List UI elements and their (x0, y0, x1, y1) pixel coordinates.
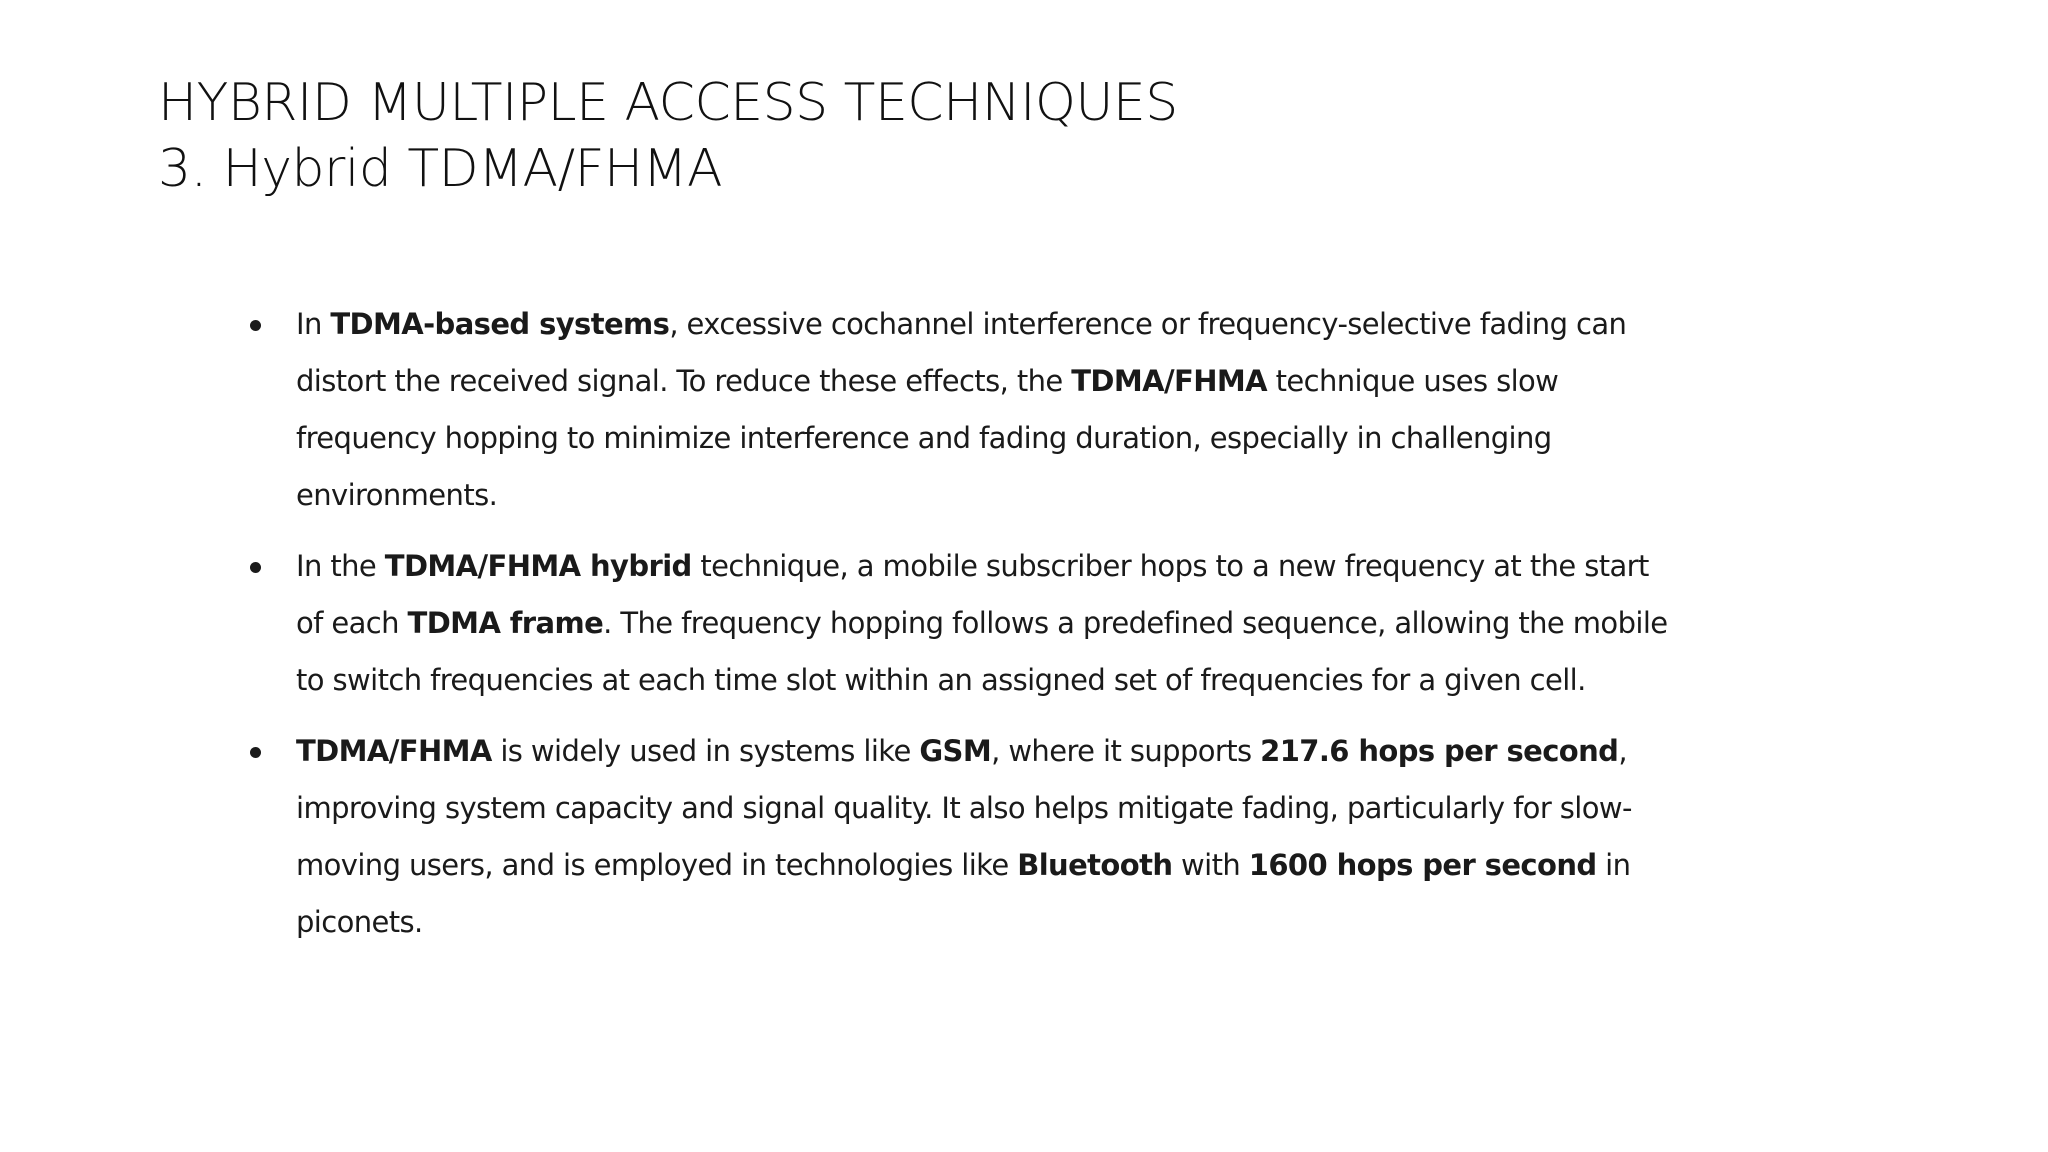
bullet-bold-term: TDMA/FHMA (1071, 364, 1267, 398)
bullet-bold-term: 217.6 hops per second (1260, 734, 1619, 768)
bullet-bold-term: Bluetooth (1017, 848, 1173, 882)
bullet-bold-term: TDMA-based systems (330, 307, 670, 341)
bullet-item-tdma-based-systems (242, 296, 1682, 524)
bullet-dot-icon (250, 747, 261, 758)
bullet-dot-icon (250, 562, 261, 573)
bullet-text-segment: technique uses slow frequency hopping to minimize interference and fading duration, especially in challenging environments. (296, 364, 1559, 512)
bullet-bold-term: GSM (919, 734, 992, 768)
slide-title (158, 70, 1178, 202)
bullet-text-segment: , excessive cochannel interference or frequency-selective fading can distort the received signal. To reduce these effects, the (296, 307, 1627, 398)
bullet-item-gsm-bluetooth (242, 723, 1682, 951)
bullet-text-segment: is widely used in systems like (491, 734, 920, 768)
bullet-text-segment: , improving system capacity and signal quality. It also helps mitigate fading, particularly for slow-moving users, and is employed in technologies like (296, 734, 1632, 882)
bullet-dot-icon (250, 320, 261, 331)
bullet-text-segment: technique, a mobile subscriber hops to a new frequency at the start of each (296, 549, 1649, 640)
bullet-bold-term: TDMA/FHMA hybrid (384, 549, 692, 583)
bullet-item-hybrid-technique (242, 538, 1682, 709)
bullet-bold-term: TDMA frame (407, 606, 604, 640)
bullet-list (242, 296, 1682, 965)
slide-title-line-1: HYBRID MULTIPLE ACCESS TECHNIQUES (158, 73, 1178, 133)
bullet-text-segment: In the (296, 549, 385, 583)
bullet-text-segment: with (1172, 848, 1249, 882)
slide-title-line-2: 3. Hybrid TDMA/FHMA (158, 139, 723, 199)
bullet-text-segment: In (296, 307, 331, 341)
bullet-bold-term: 1600 hops per second (1248, 848, 1597, 882)
bullet-text-segment: , where it supports (991, 734, 1261, 768)
bullet-text-segment: . The frequency hopping follows a predefined sequence, allowing the mobile to switch frequencies at each time slot within an assigned set of frequencies for a given cell. (296, 606, 1668, 697)
bullet-bold-term: TDMA/FHMA (296, 734, 492, 768)
bullet-text-segment: in piconets. (296, 848, 1631, 939)
